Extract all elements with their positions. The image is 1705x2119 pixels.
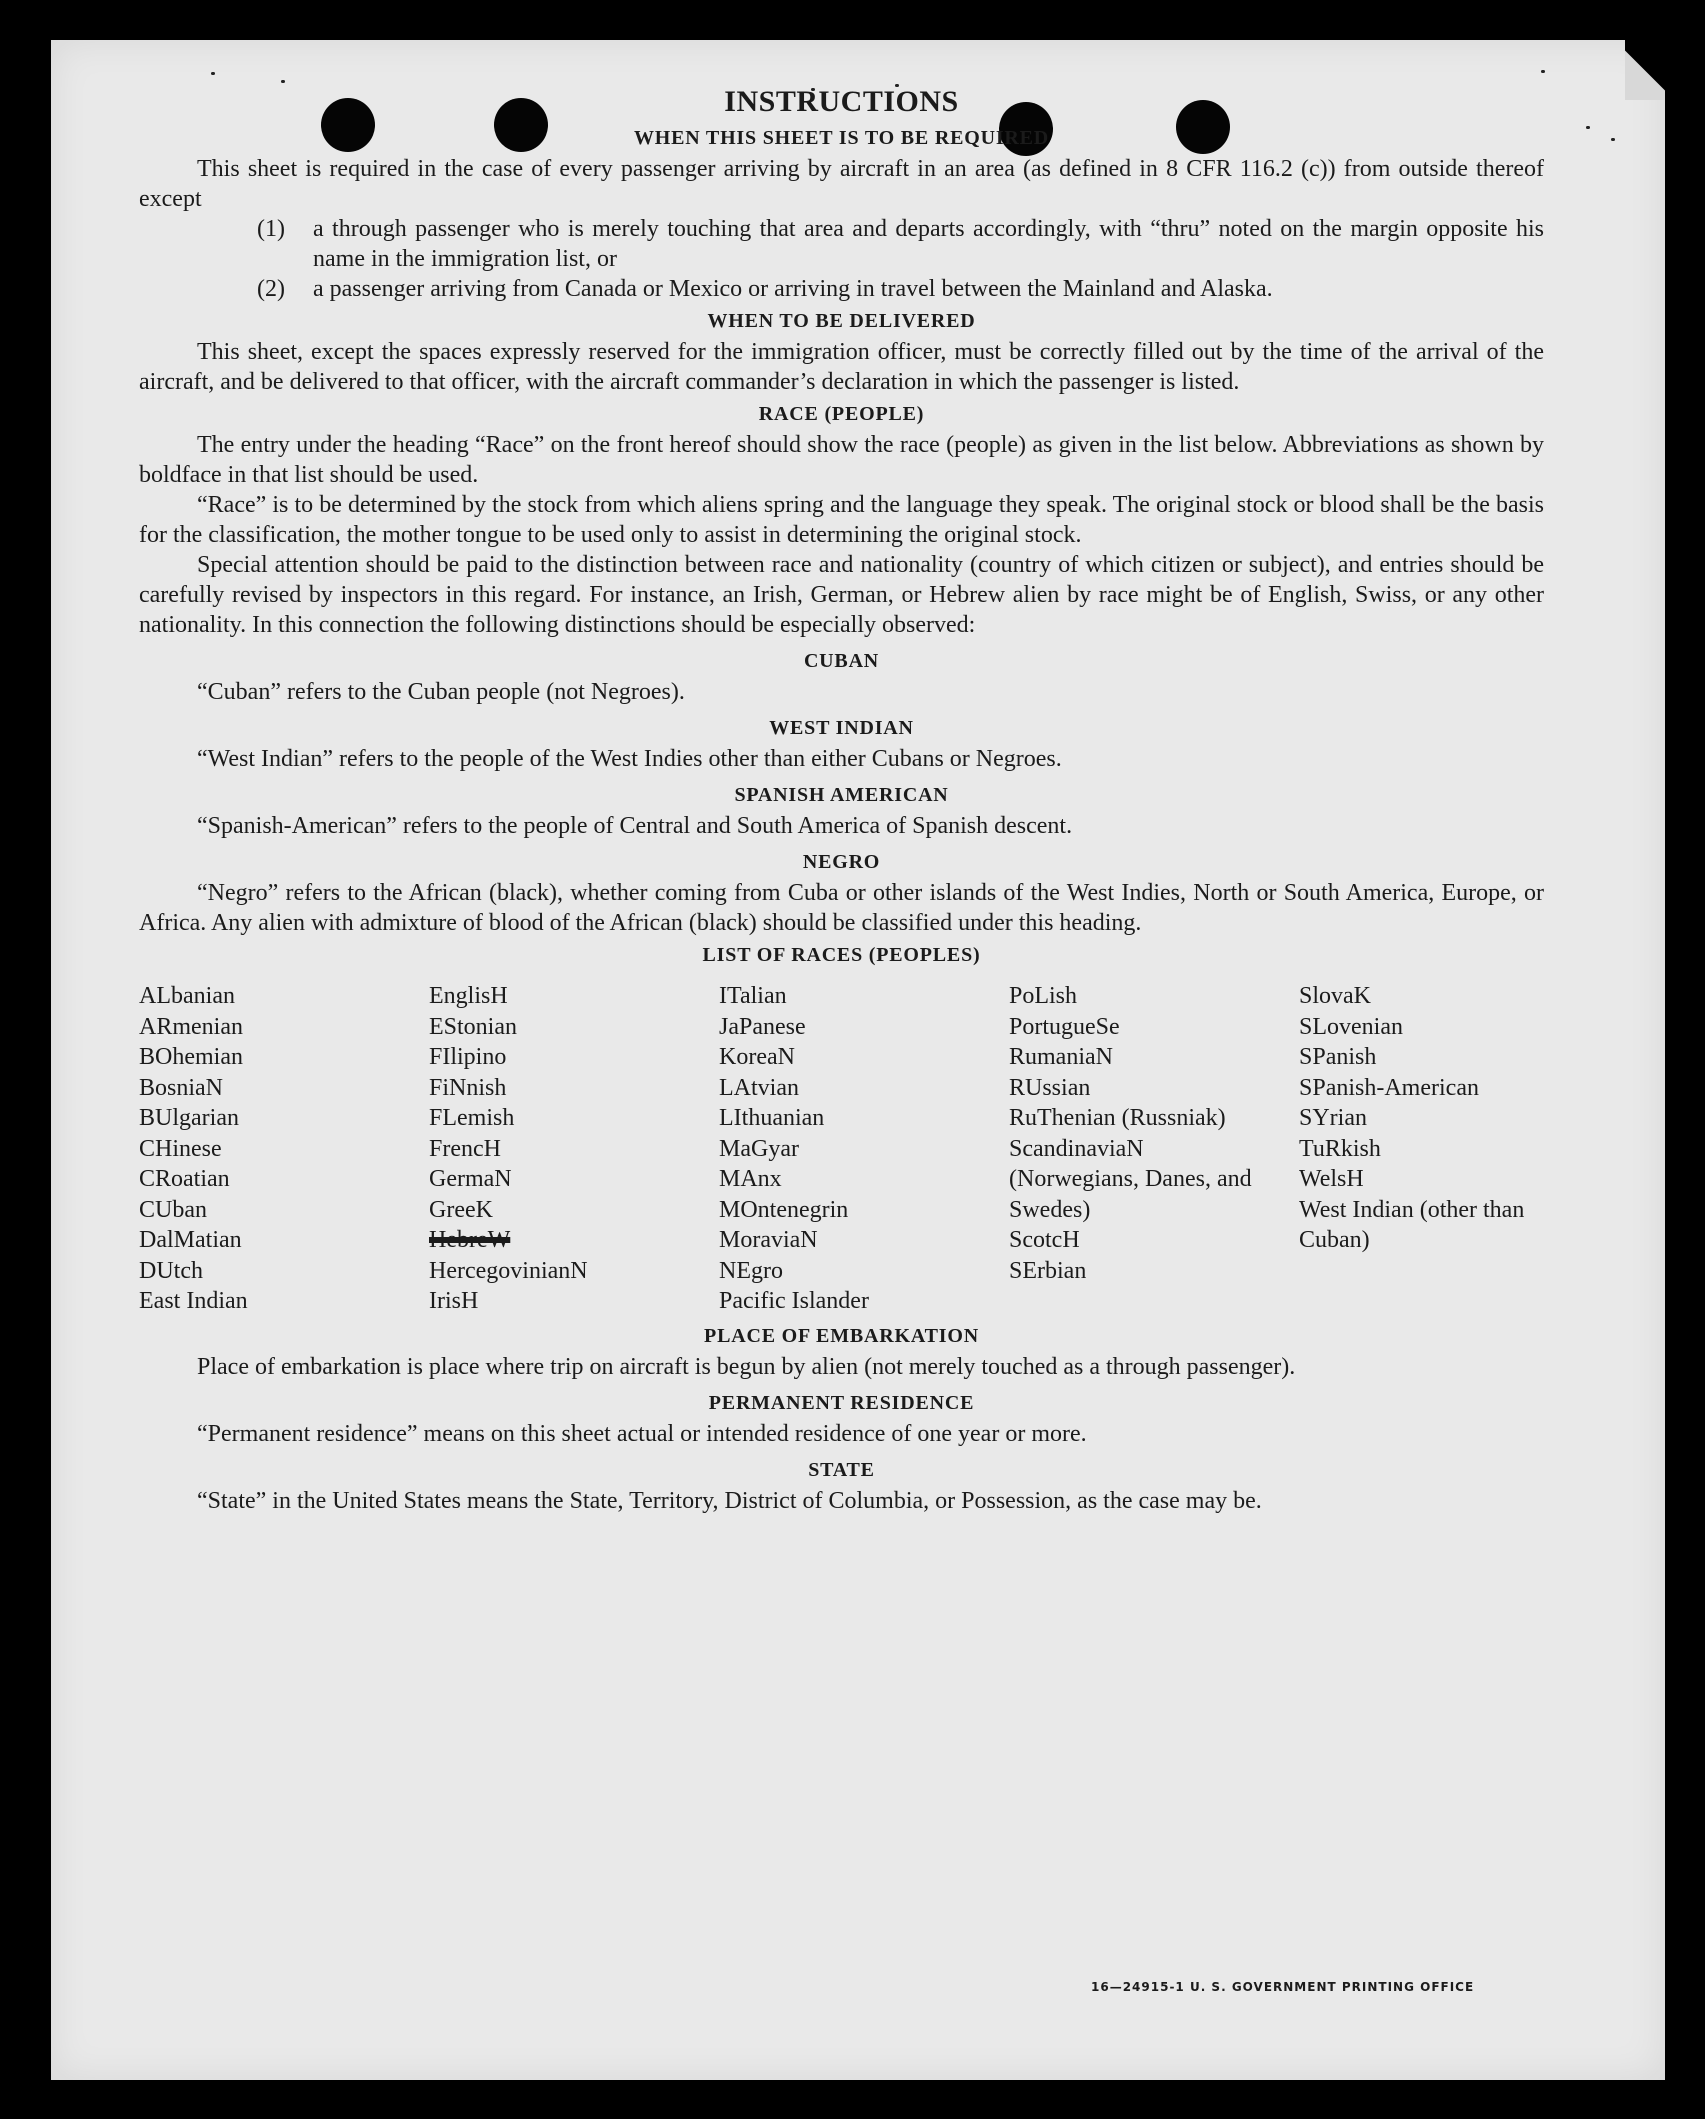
- race-entry: WelsH: [1299, 1166, 1364, 1192]
- races-column: [429, 981, 719, 1317]
- heading-negro: NEGRO: [802, 851, 881, 873]
- spanish-american-text: “Spanish-American” refers to the people of Central and South America of Spanish descent.: [197, 813, 1073, 839]
- heading-spanish-american: SPANISH AMERICAN: [734, 784, 949, 806]
- race-entry: CUban: [139, 1196, 207, 1223]
- race-entry: ALbanian: [139, 983, 235, 1009]
- race-entry: MAnx: [719, 1166, 782, 1192]
- races-column: [1299, 981, 1544, 1317]
- exception-item: [257, 274, 1544, 304]
- race-entry: FiNnish: [429, 1074, 507, 1101]
- heading-list-of-races: LIST OF RACES (PEOPLES): [702, 944, 981, 966]
- race-entry: MoraviaN: [719, 1227, 818, 1253]
- race-entry: RumaniaN: [1009, 1044, 1113, 1070]
- item-text: a through passenger who is merely touching that area and departs accordingly, with “thru” noted on the margin opposite his name in the immigration list, or: [313, 216, 1544, 272]
- race-entry: FrencH: [429, 1135, 501, 1162]
- cuban-text: “Cuban” refers to the Cuban people (not Negroes).: [197, 679, 685, 705]
- item-number: (1): [257, 216, 285, 242]
- exception-item: [257, 214, 1544, 274]
- race-entry: SErbian: [1009, 1257, 1087, 1284]
- race-entry: EnglisH: [429, 983, 508, 1009]
- race-entry: CRoatian: [139, 1166, 230, 1192]
- when-delivered-text: This sheet, except the spaces expressly reserved for the immigration officer, must be correctly filled out by the time of the arrival of the aircraft, and be delivered to that officer, with the aircraft commander’s declaration in which the passenger is listed.: [139, 339, 1544, 395]
- race-entry: BOhemian: [139, 1044, 243, 1070]
- race-entry: RuThenian (Russniak): [1009, 1105, 1226, 1131]
- race-entry: NEgro: [719, 1257, 783, 1284]
- folded-corner: [1625, 40, 1665, 100]
- speck: [1586, 126, 1590, 129]
- race-entry: GreeK: [429, 1196, 493, 1223]
- race-entry: MOntenegrin: [719, 1196, 849, 1223]
- page-title: INSTRUCTIONS: [724, 85, 959, 118]
- race-entry: LAtvian: [719, 1074, 799, 1101]
- race-entry: FIlipino: [429, 1044, 507, 1070]
- heading-west-indian: WEST INDIAN: [769, 717, 914, 739]
- speck: [1611, 138, 1615, 141]
- race-entry: ScotcH: [1009, 1227, 1080, 1253]
- item-text: a passenger arriving from Canada or Mexico or arriving in travel between the Mainland and Alaska.: [313, 276, 1273, 302]
- race-entry: HercegovinianN: [429, 1257, 588, 1284]
- race-entry: East Indian: [139, 1288, 248, 1314]
- race-entry: EStonian: [429, 1013, 517, 1040]
- race-entry: PortugueSe: [1009, 1013, 1120, 1040]
- race-entry: BUlgarian: [139, 1105, 239, 1131]
- race-entry: JaPanese: [719, 1013, 806, 1040]
- heading-embarkation: PLACE OF EMBARKATION: [704, 1324, 979, 1347]
- negro-text: “Negro” refers to the African (black), whether coming from Cuba or other islands of the West Indies, North or South America, Europe, or Africa. Any alien with admixture of blood of the African (black) should be classified under this heading.: [139, 880, 1544, 936]
- race-paragraph-2: “Race” is to be determined by the stock from which aliens spring and the language they speak. The original stock or blood shall be the basis for the classification, the mother tongue to be used only to assist in determining the original stock.: [139, 492, 1544, 548]
- heading-state: STATE: [808, 1458, 875, 1481]
- when-required-intro: This sheet is required in the case of every passenger arriving by aircraft in an area (as defined in 8 CFR 116.2 (c)) from outside thereof except: [139, 156, 1544, 212]
- race-entry: DUtch: [139, 1257, 203, 1284]
- race-entry: BosniaN: [139, 1074, 223, 1101]
- races-column: [719, 981, 1009, 1317]
- race-entry-struck: HebreW: [429, 1227, 511, 1253]
- race-entry: SPanish: [1299, 1044, 1377, 1070]
- race-entry: ITalian: [719, 983, 787, 1009]
- state-text: “State” in the United States means the State, Territory, District of Columbia, or Possession, as the case may be.: [197, 1487, 1262, 1514]
- race-entry: SLovenian: [1299, 1013, 1403, 1040]
- heading-cuban: CUBAN: [803, 650, 880, 672]
- race-entry: ARmenian: [139, 1013, 243, 1040]
- instructions-content: [139, 40, 1544, 1516]
- race-entry: LIthuanian: [719, 1105, 825, 1131]
- race-entry: MaGyar: [719, 1135, 799, 1162]
- race-entry: CHinese: [139, 1135, 222, 1162]
- residence-text: “Permanent residence” means on this sheet actual or intended residence of one year or more.: [197, 1420, 1087, 1447]
- race-entry: DalMatian: [139, 1227, 242, 1253]
- heading-race: RACE (PEOPLE): [758, 403, 925, 425]
- race-entry: RUssian: [1009, 1074, 1091, 1101]
- embarkation-text: Place of embarkation is place where trip on aircraft is begun by alien (not merely touched as a through passenger).: [197, 1353, 1296, 1380]
- item-number: (2): [257, 276, 285, 302]
- races-column: [1009, 981, 1299, 1317]
- race-paragraph-1: The entry under the heading “Race” on the front hereof should show the race (people) as given in the list below. Abbreviations as shown by boldface in that list should be used.: [139, 432, 1544, 488]
- races-list: [139, 981, 1544, 1317]
- race-entry: FLemish: [429, 1105, 515, 1131]
- race-entry: SYrian: [1299, 1105, 1367, 1131]
- race-entry: SlovaK: [1299, 983, 1371, 1009]
- race-paragraph-3: Special attention should be paid to the distinction between race and nationality (country of which citizen or subject), and entries should be carefully revised by inspectors in this regard. For instance, an Irish, German, or Hebrew alien by race might be of English, Swiss, or any other nationality. In this connection the following distinctions should be especially observed:: [139, 552, 1544, 638]
- west-indian-text: “West Indian” refers to the people of the West Indies other than either Cubans or Negroes.: [197, 746, 1062, 772]
- races-column: [139, 981, 429, 1317]
- race-entry: SPanish-American: [1299, 1074, 1479, 1101]
- heading-when-required: WHEN THIS SHEET IS TO BE REQUIRED: [633, 127, 1050, 149]
- race-entry: IrisH: [429, 1288, 479, 1314]
- race-entry: Pacific Islander: [719, 1288, 869, 1314]
- race-entry: GermaN: [429, 1166, 512, 1192]
- document-sheet: [51, 40, 1665, 2080]
- heading-permanent-residence: PERMANENT RESIDENCE: [708, 1391, 975, 1414]
- race-entry: West Indian (other than Cuban): [1299, 1196, 1525, 1253]
- race-entry: PoLish: [1009, 983, 1078, 1009]
- race-entry: KoreaN: [719, 1044, 795, 1070]
- heading-when-delivered: WHEN TO BE DELIVERED: [707, 310, 976, 332]
- race-entry: ScandinaviaN (Norwegians, Danes, and Swedes): [1009, 1135, 1252, 1223]
- race-entry: TuRkish: [1299, 1135, 1381, 1162]
- printing-office-code: 16—24915-1 U. S. GOVERNMENT PRINTING OFFICE: [1091, 1980, 1475, 1994]
